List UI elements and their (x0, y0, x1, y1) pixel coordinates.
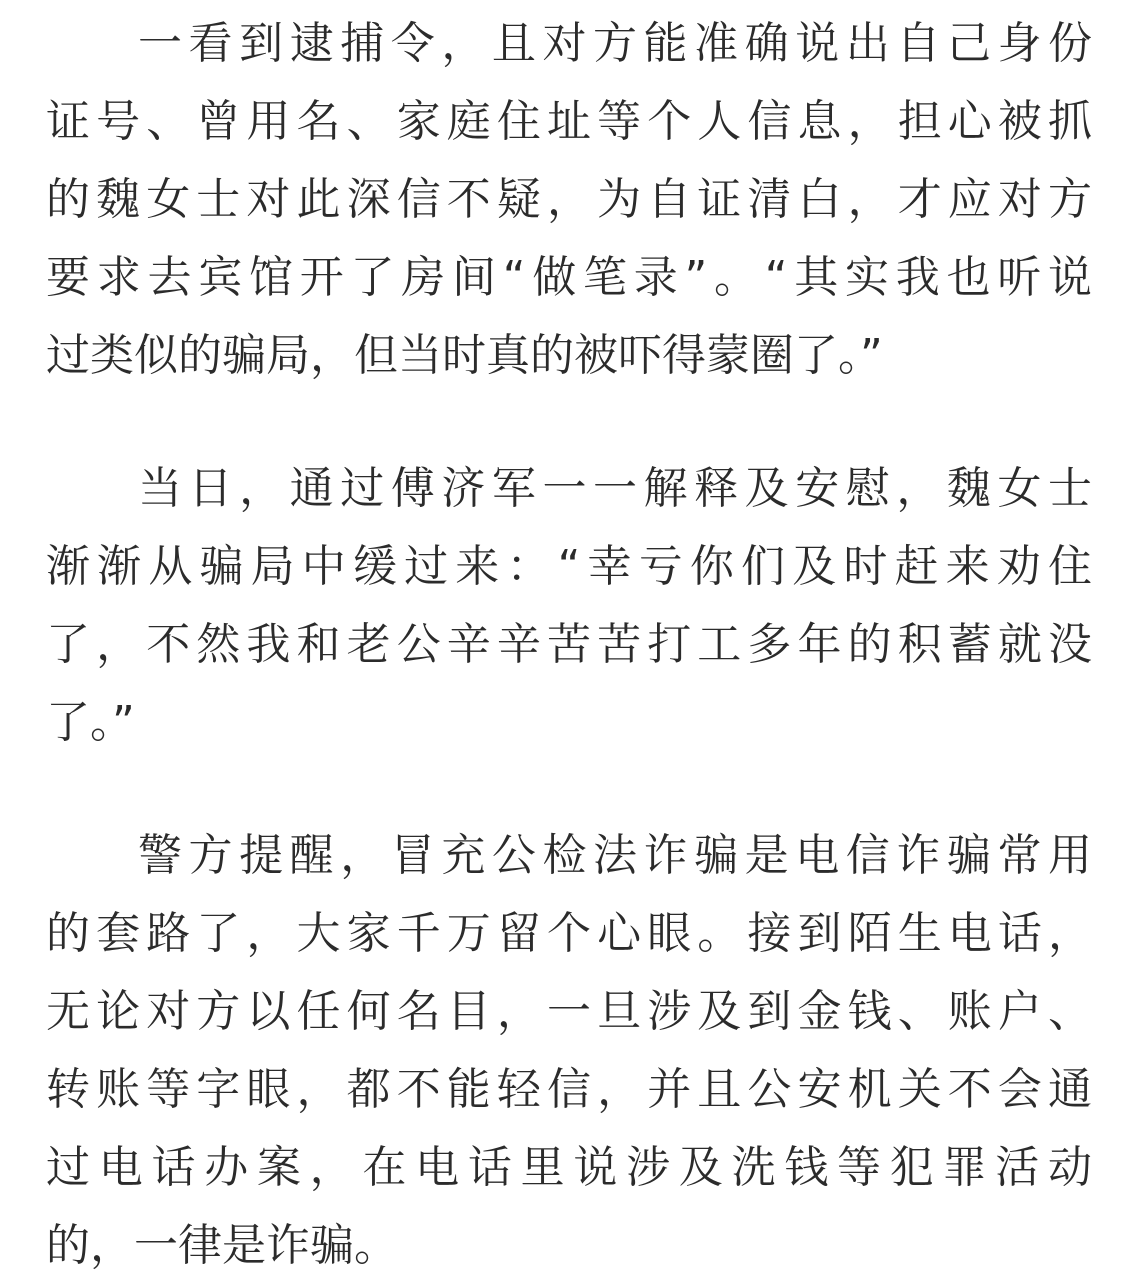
paragraph-line: 要求去宾馆开了房间“做笔录”。“其实我也听说 (46, 252, 1092, 303)
paragraph-line: 了。” (46, 697, 135, 748)
paragraph-line: 渐渐从骗局中缓过来：“幸亏你们及时赶来劝住 (46, 541, 1092, 592)
paragraph-line: 过电话办案，在电话里说涉及洗钱等犯罪活动 (46, 1142, 1092, 1193)
paragraph-line: 警方提醒，冒充公检法诈骗是电信诈骗常用 (138, 830, 1092, 881)
paragraph-line: 一看到逮捕令，且对方能准确说出自己身份 (138, 18, 1092, 69)
paragraph-line: 的魏女士对此深信不疑，为自证清白，才应对方 (46, 174, 1092, 225)
paragraph-line: 的，一律是诈骗。 (46, 1220, 398, 1271)
paragraph-line: 了，不然我和老公辛辛苦苦打工多年的积蓄就没 (46, 619, 1092, 670)
paragraph-line: 证号、曾用名、家庭住址等个人信息，担心被抓 (46, 96, 1092, 147)
paragraph-line: 过类似的骗局，但当时真的被吓得蒙圈了。” (46, 330, 883, 381)
paragraph-line: 当日，通过傅济军一一解释及安慰，魏女士 (138, 463, 1092, 514)
paragraph-line: 无论对方以任何名目，一旦涉及到金钱、账户、 (46, 986, 1092, 1037)
paragraph-line: 的套路了，大家千万留个心眼。接到陌生电话， (46, 908, 1092, 959)
paragraph-line: 转账等字眼，都不能轻信，并且公安机关不会通 (46, 1064, 1092, 1115)
